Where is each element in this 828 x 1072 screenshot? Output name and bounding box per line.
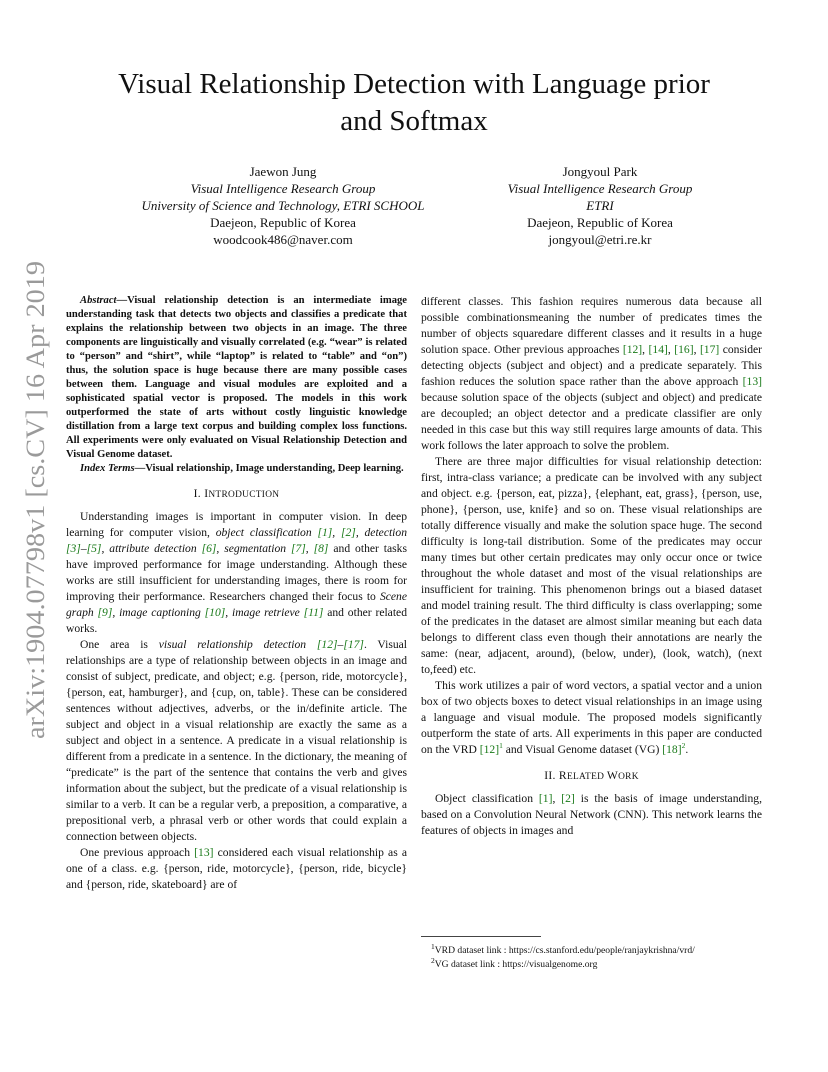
section-rest: NTRODUCTION <box>208 490 280 500</box>
footnotes <box>421 941 762 972</box>
citation-link[interactable]: [11] <box>303 606 324 619</box>
citation-link[interactable]: [12] <box>479 743 500 756</box>
section-rest: ORK <box>618 772 639 782</box>
citation-link[interactable]: [7] <box>290 542 306 555</box>
footnote-2 <box>421 955 762 972</box>
index-terms <box>66 462 407 476</box>
intro-paragraph-4: There are three major difficulties for visual relationship detection: first, intra-class variance; a predicate can be involved with any subject and object. e.g. {person, eat, pizza}, {elephant, eat, grass}, {person, use, phone}, {person, use, knife} and so on. These visual relationships are totally difference visually and make the solution space huge. The second difficulty is long-tail distribution. Some of the predicates may occur many times but other certain predicates may only occur once or twice throughout the whole dataset and most of the visual relationships are insufficient for training. This phenomenon brings out a biased dataset and model training result. The third difficulty is class overlapping; some of the predicates in the dataset are almost similar meaning but each data belongs to different class even though their annotations are nearly the same: (near, adjacent, around), (below, under), (look, watch), (next to,feed) etc. <box>421 455 762 676</box>
author-group: Visual Intelligence Research Group <box>507 181 693 196</box>
citation-link[interactable]: [5] <box>86 542 102 555</box>
section-number: II. <box>544 769 559 782</box>
citation-link[interactable]: [12] <box>316 638 338 651</box>
citation-link[interactable]: [16] <box>674 343 694 356</box>
intro-paragraph-5: This work utilizes a pair of word vectors, a spatial vector and a union box of two objects boxes to detect visual relationships in an image using a language and visual module. The proposed models significantly outperform the state of arts. All experiments in this paper are conducted on the VRD [12]$^1$ and Visual Genome dataset (VG) [18]$^2$. <box>421 679 762 756</box>
left-column <box>66 294 407 893</box>
abstract-text: —Visual relationship detection is an intermediate image understanding task that detects two objects and classifies a predicate that explains the relationship between two objects in an image. The three components are linguistically and visually correlated (e.g. “wear” is related to “person” and “shirt”, while “laptop” is related to “table” and “on”) thus, the solution space is huge because there are many possible cases between them. Language and visual modules are exploited and a sophisticated spatial vector is proposed. The models in this work outperformed the state of arts without costly linguistic knowledge distillation from a large text corpus and building complex loss functions. All experiments were only evaluated on Visual Relationship Detection and Visual Genome dataset. <box>66 295 407 460</box>
section-heading-related-work <box>421 768 762 785</box>
section-heading-introduction <box>66 486 407 503</box>
section-number: I. <box>193 487 205 500</box>
right-column <box>421 294 762 839</box>
abstract <box>66 294 407 462</box>
citation-link[interactable]: [9] <box>97 606 113 619</box>
author-block-2 <box>480 163 720 248</box>
citation-link[interactable]: [17] <box>699 343 720 356</box>
author-email: woodcook486@naver.com <box>213 232 353 247</box>
section-first-letter: I <box>204 487 209 500</box>
author-name: Jongyoul Park <box>562 164 638 179</box>
citation-link[interactable]: [12] <box>622 343 643 356</box>
citation-link[interactable]: [6] <box>201 542 217 555</box>
intro-paragraph-3-continued: different classes. This fashion requires numerous data because all possible combinationsmeaning the number of predicates times the number of objects squaredare different classes and it results in a huge solution space. Other previous approaches [12], [14], [16], [17] consider detecting objects (subject and object) and a predicate separately. This fashion reduces the solution space rather than the above approach [13] because solution space of the objects (subject and object) and predicate are decoupled; an object detector and a predicate classifier are only needed in this case but this way still requires large amounts of data. This work follows the later approach to solve the problem. <box>421 295 763 452</box>
footnote-1 <box>421 941 762 958</box>
index-terms-label: Index Terms <box>80 463 135 474</box>
citation-link[interactable]: [13] <box>194 846 214 859</box>
author-block-1 <box>120 163 446 248</box>
citation-link[interactable]: [13] <box>742 375 762 388</box>
title-line-1: Visual Relationship Detection with Language prior <box>118 68 710 100</box>
intro-paragraph-2: One area is visual relationship detection [12]–[17]. Visual relationships are a type of relationship between objects in an image and consist of subject, predicate, and object; e.g. {person, ride, motorcycle}, {person, eat, hamburger}, and {cup, on, table}. These can be considered sentences without adjectives, adverbs, or the in/definite article. The subject and object in a visual relationship are exactly the same as a subject and object in a sentence. A predicate in a visual relationship is different from a predicate in a sentence. In the dictionary, the meaning of “predicate” is the part of the sentence that contains the verb and gives information about the subject, but the predicate of a visual relationship is similar to a verb. It can be a regular verb, a preposition, a comparative, a prepositional verb, a phrasal verb or other words that could explain a connection between objects. <box>66 638 407 843</box>
index-terms-text: —Visual relationship, Image understanding, Deep learning. <box>134 463 404 474</box>
citation-link[interactable]: [1] <box>317 526 333 539</box>
section-rest: ELATED <box>566 772 607 782</box>
citation-link[interactable]: [10] <box>204 606 226 619</box>
footnote-mark[interactable]: 2 <box>681 741 686 751</box>
citation-link[interactable]: [2] <box>340 526 356 539</box>
citation-link[interactable]: [14] <box>648 343 668 356</box>
section-first-letter: W <box>606 769 619 782</box>
citation-link[interactable]: [8] <box>313 542 329 555</box>
footnote-text: VG dataset link : https://visualgenome.org <box>434 959 598 970</box>
section-first-letter: R <box>558 769 567 782</box>
title-line-2: and Softmax <box>340 105 488 137</box>
author-group: Visual Intelligence Research Group <box>190 181 376 196</box>
author-affiliation: University of Science and Technology, ETRI SCHOOL <box>141 198 425 213</box>
footnote-rule <box>421 936 541 937</box>
author-location: Daejeon, Republic of Korea <box>210 215 356 230</box>
arxiv-stamp <box>14 255 54 745</box>
author-location: Daejeon, Republic of Korea <box>527 215 673 230</box>
related-paragraph-1: Object classification [1], [2] is the basis of image understanding, based on a Convolution Neural Network (CNN). This network learns the features of objects in images and <box>421 792 763 837</box>
author-email: jongyoul@etri.re.kr <box>548 232 652 247</box>
abstract-label: Abstract <box>80 295 117 306</box>
paper-title <box>60 66 768 140</box>
citation-link[interactable]: [18] <box>662 743 682 756</box>
footnote-mark[interactable]: 1 <box>499 741 503 751</box>
citation-link[interactable]: [2] <box>561 792 575 805</box>
citation-link[interactable]: [17] <box>343 638 364 651</box>
citation-link[interactable]: [1] <box>538 792 553 805</box>
author-name: Jaewon Jung <box>249 164 317 179</box>
intro-paragraph-1: Understanding images is important in computer vision. In deep learning for computer vision, object classification [1], [2], detection [3]–[5], attribute detection [6], segmentation [7], [8] and other tasks have improved performance for image understanding. Although these works are still insufficient for understanding images, there is room for improving their performance. Researchers changed their focus to Scene graph [9], image captioning [10], image retrieve [11] and other related works. <box>66 510 407 635</box>
citation-link[interactable]: [3] <box>66 542 81 555</box>
author-affiliation: ETRI <box>586 198 614 213</box>
arxiv-stamp-text: arXiv:1904.07798v1 [cs.CV] 16 Apr 2019 <box>21 298 50 739</box>
footnote-number: 2 <box>431 955 435 965</box>
footnote-number: 1 <box>431 941 435 951</box>
intro-paragraph-3: One previous approach [13] considered each visual relationship as a one of a class. e.g. {person, ride, motorcycle}, {person, ride, bicycle} and {person, ride, skateboard} are of <box>66 846 407 891</box>
footnote-text: VRD dataset link : https://cs.stanford.edu/people/ranjaykrishna/vrd/ <box>434 945 695 956</box>
